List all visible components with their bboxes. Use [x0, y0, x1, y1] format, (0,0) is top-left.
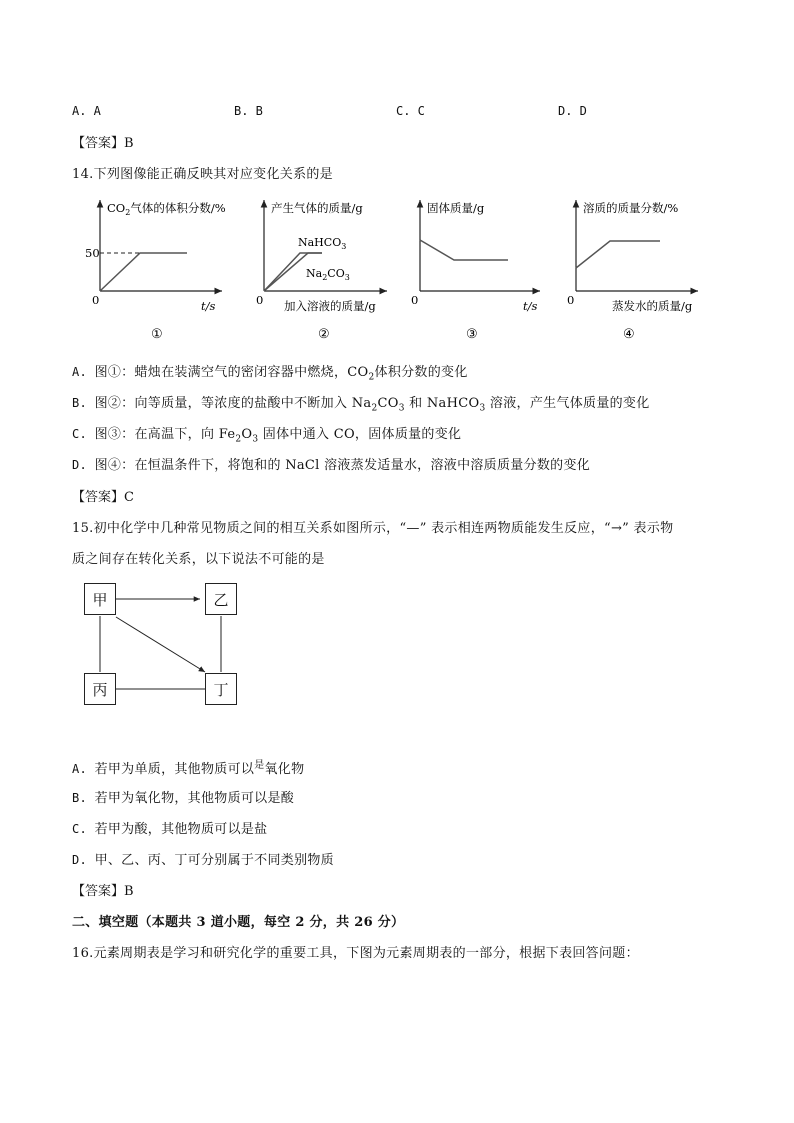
graph-2-origin: 0: [256, 293, 264, 307]
graph-4-origin: 0: [567, 293, 575, 307]
q14-option-b: B. 图②：向等质量，等浓度的盐酸中不断加入 $Na_2CO_3$ 和 NaHCO$_3$ 溶液，产生气体质量的变化: [72, 396, 650, 414]
graph-1: [85, 200, 226, 342]
q14-answer: 【答案】C: [72, 490, 134, 505]
q15-stem-line-1: 15.初中化学中几种常见物质之间的相互关系如图所示，“—” 表示相连两物质能发生反应，“→” 表示物: [72, 521, 674, 536]
graph-1-xlabel: t/s: [201, 299, 216, 313]
q13-option-b: B. B: [234, 104, 263, 118]
graph-3-number: ③: [466, 327, 478, 342]
graph-3-curve: [420, 240, 508, 260]
graph-1-ylabel: $CO_2$气体的体积分数/%: [107, 201, 226, 217]
graph-1-curve: [100, 253, 187, 291]
box-jia: 甲: [84, 583, 116, 615]
graph-2-label-nahco3: NaHCO$_3$: [298, 236, 347, 251]
q15-option-c: C. 若甲为酸，其他物质可以是盐: [72, 822, 268, 837]
q15-option-a: A. 若甲为单质，其他物质可以$^是$氧化物: [72, 760, 305, 777]
q14-stem: 14.下列图像能正确反映其对应变化关系的是: [72, 167, 333, 182]
q13-option-d: D. D: [558, 104, 587, 118]
q15-option-d: D. 甲、乙、丙、丁可分别属于不同类别物质: [72, 853, 334, 868]
q15-answer: 【答案】B: [72, 884, 134, 899]
graph-4-ylabel: 溶质的质量分数/%: [583, 201, 679, 215]
q14-graphs: [72, 193, 722, 345]
section-2-title: 二、填空题（本题共 3 道小题，每空 2 分，共 26 分）: [72, 915, 405, 930]
q13-option-a: A. A: [72, 104, 101, 118]
box-yi: 乙: [205, 583, 237, 615]
graph-1-origin: 0: [92, 293, 100, 307]
q15-stem-line-2: 质之间存在转化关系，以下说法不可能的是: [72, 552, 325, 567]
graph-3: [411, 200, 540, 342]
graph-4-curve: [576, 241, 660, 268]
q15-option-b: B. 若甲为氧化物，其他物质可以是酸: [72, 791, 295, 806]
q13-answer: 【答案】B: [72, 136, 134, 151]
box-bing: 丙: [84, 673, 116, 705]
graph-4-xlabel: 蒸发水的质量/g: [612, 299, 693, 313]
graph-2: [256, 200, 387, 342]
graph-3-ylabel: 固体质量/g: [427, 201, 485, 215]
box-ding: 丁: [205, 673, 237, 705]
graph-4: [567, 200, 698, 342]
graph-3-origin: 0: [411, 293, 419, 307]
arrow-jia-to-ding: [116, 617, 205, 672]
q14-option-d: D. 图④：在恒温条件下，将饱和的 NaCl 溶液蒸发适量水，溶液中溶质质量分数的变化: [72, 458, 591, 473]
q13-option-c: C. C: [396, 104, 425, 118]
graph-4-number: ④: [623, 327, 635, 342]
q16-stem: 16.元素周期表是学习和研究化学的重要工具，下图为元素周期表的一部分，根据下表回答问题：: [72, 946, 639, 961]
graph-1-number: ①: [151, 327, 163, 342]
graph-2-number: ②: [318, 327, 330, 342]
q15-relation-diagram: [80, 580, 240, 710]
graph-1-tick-50: 50: [85, 246, 100, 260]
graph-2-label-na2co3: $Na_2CO_3$: [306, 267, 350, 282]
graph-2-ylabel: 产生气体的质量/g: [271, 201, 363, 215]
q14-option-c: C. 图③：在高温下，向 $Fe_2O_3$ 固体中通入 CO，固体质量的变化: [72, 427, 462, 445]
graph-3-xlabel: t/s: [523, 299, 538, 313]
graph-2-xlabel: 加入溶液的质量/g: [284, 299, 376, 313]
q14-option-a: A. 图①：蜡烛在装满空气的密闭容器中燃烧，$CO_2$体积分数的变化: [72, 365, 468, 383]
